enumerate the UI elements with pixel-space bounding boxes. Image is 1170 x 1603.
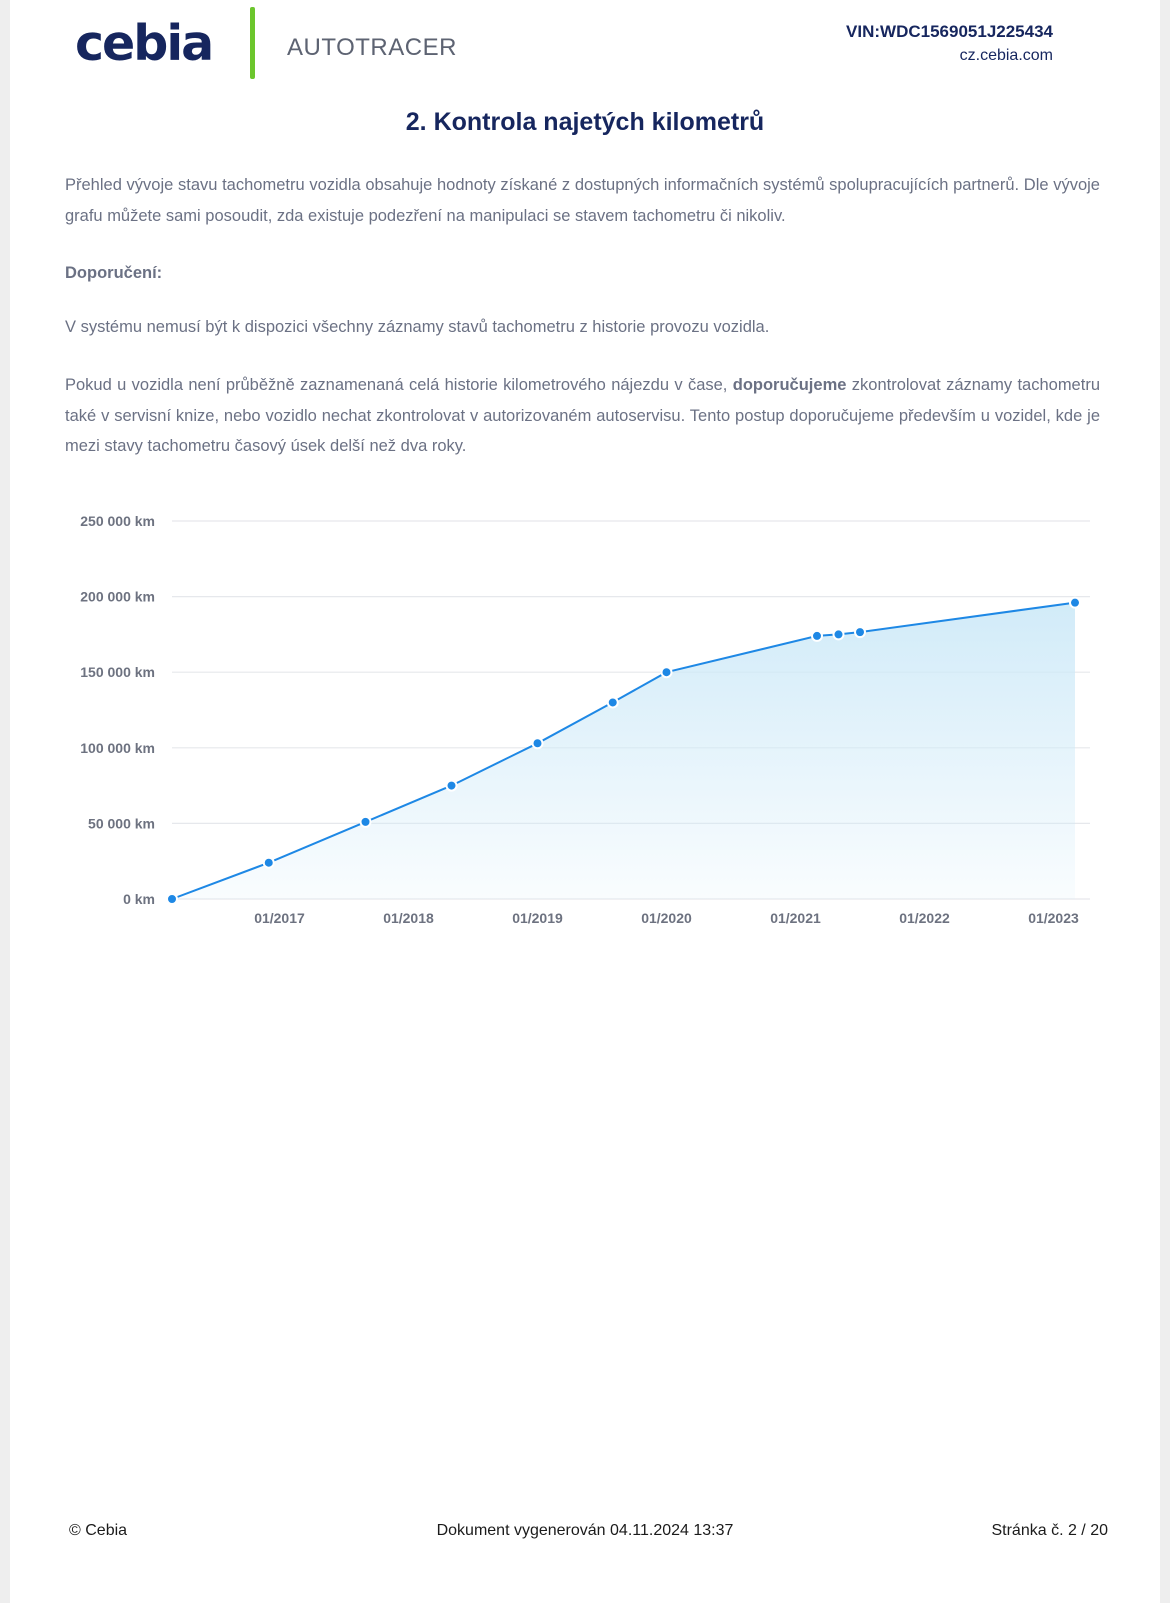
mileage-chart <box>10 0 1160 960</box>
data-point[interactable] <box>834 629 844 639</box>
x-tick-label: 01/2018 <box>383 910 434 926</box>
data-point[interactable] <box>533 738 543 748</box>
advice-text-start: Pokud u vozidla není průběžně zaznamenaná celá historie kilometrového nájezdu v čase, <box>65 376 733 394</box>
vin-number: VIN:WDC1569051J225434 <box>846 22 1053 41</box>
x-tick-label: 01/2021 <box>770 910 821 926</box>
data-point[interactable] <box>167 894 177 904</box>
product-name: AUTOTRACER <box>287 34 457 61</box>
cebia-logo: cebia <box>75 15 213 72</box>
y-tick-label: 150 000 km <box>80 664 155 681</box>
page-title: 2. Kontrola najetých kilometrů <box>405 108 765 136</box>
x-tick-label: 01/2020 <box>641 910 692 926</box>
y-tick-label: 250 000 km <box>80 513 155 529</box>
data-point[interactable] <box>855 627 865 637</box>
footer-generated: Dokument vygenerován 04.11.2024 13:37 <box>436 1522 734 1539</box>
x-tick-label: 01/2019 <box>512 910 563 926</box>
x-tick-label: 01/2022 <box>899 910 950 926</box>
data-point[interactable] <box>264 858 274 868</box>
advice-text-end: zkontrolovat záznamy tachometru také v servisní knize, nebo vozidlo nechat zkontrolovat v autorizovaném autoservisu. Tento postup doporučujeme především u vozidel, kde je mezi stavy tachometru časový úsek delší než dva roky. <box>65 376 1100 455</box>
website-link[interactable]: cz.cebia.com <box>959 47 1053 64</box>
data-point[interactable] <box>662 667 672 677</box>
data-point[interactable] <box>1070 598 1080 608</box>
data-point[interactable] <box>608 697 618 707</box>
data-point[interactable] <box>447 781 457 791</box>
advice-emphasis: doporučujeme <box>732 376 847 394</box>
note-paragraph: V systému nemusí být k dispozici všechny záznamy stavů tachometru z historie provozu vozidla. <box>65 318 770 336</box>
data-point[interactable] <box>361 817 371 827</box>
report-page <box>10 0 1160 1603</box>
y-tick-label: 50 000 km <box>88 815 155 832</box>
intro-paragraph: Přehled vývoje stavu tachometru vozidla obsahuje hodnoty získané z dostupných informačních systémů spolupracujících partnerů. Dle vývoje grafu můžete sami posoudit, zda existuje podezření na manipulaci se stavem tachometru či nikoliv. <box>65 176 1100 225</box>
x-tick-label: 01/2017 <box>254 910 305 926</box>
y-tick-label: 200 000 km <box>80 588 155 605</box>
y-tick-label: 100 000 km <box>80 739 155 756</box>
footer-page-number: Stránka č. 2 / 20 <box>991 1522 1108 1539</box>
footer-copyright: © Cebia <box>69 1522 128 1539</box>
x-tick-label: 01/2023 <box>1028 910 1079 926</box>
recommendation-heading: Doporučení: <box>65 264 163 282</box>
y-tick-label: 0 km <box>123 891 155 907</box>
mileage-area <box>172 603 1075 899</box>
data-point[interactable] <box>812 631 822 641</box>
